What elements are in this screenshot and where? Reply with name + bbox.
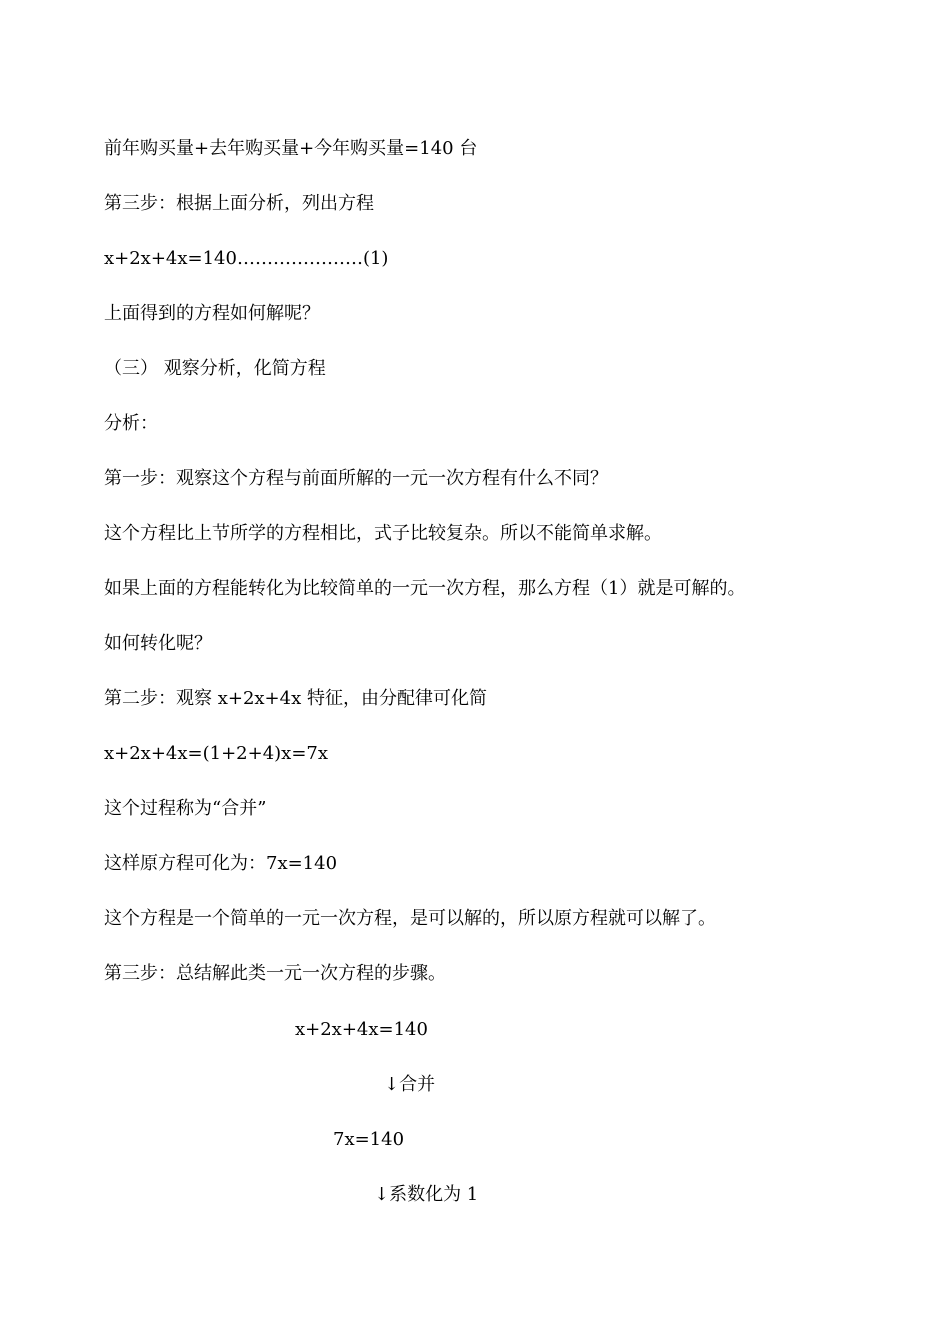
- text-line: 这样原方程可化为：7x=140: [104, 853, 338, 874]
- text-line: 这个过程称为“合并”: [104, 798, 267, 819]
- step-equation: 7x=140: [333, 1129, 405, 1150]
- text-line: 这个方程比上节所学的方程相比，式子比较复杂。所以不能简单求解。: [104, 523, 662, 544]
- text-line: 这个方程是一个简单的一元一次方程，是可以解的，所以原方程就可以解了。: [104, 908, 716, 929]
- step-arrow-coefficient: ↓系数化为 1: [374, 1184, 479, 1205]
- step-equation: x+2x+4x=140: [295, 1019, 428, 1040]
- equation-line: x+2x+4x=140…………………(1): [104, 248, 389, 269]
- text-line: 如何转化呢？: [104, 633, 212, 654]
- text-line: 第三步：根据上面分析，列出方程: [104, 193, 374, 214]
- text-line: 分析：: [104, 413, 158, 434]
- equation-line: x+2x+4x=(1+2+4)x=7x: [104, 743, 329, 764]
- text-line: 第三步：总结解此类一元一次方程的步骤。: [104, 963, 446, 984]
- section-heading: （三） 观察分析，化简方程: [104, 358, 326, 379]
- step-arrow-combine: ↓合并: [384, 1074, 436, 1095]
- text-line: 上面得到的方程如何解呢？: [104, 303, 320, 324]
- text-line: 如果上面的方程能转化为比较简单的一元一次方程，那么方程（1）就是可解的。: [104, 578, 746, 599]
- text-line: 第一步：观察这个方程与前面所解的一元一次方程有什么不同？: [104, 468, 608, 489]
- text-line: 前年购买量+去年购买量+今年购买量=140 台: [104, 138, 478, 159]
- text-line: 第二步：观察 x+2x+4x 特征，由分配律可化简: [104, 688, 487, 709]
